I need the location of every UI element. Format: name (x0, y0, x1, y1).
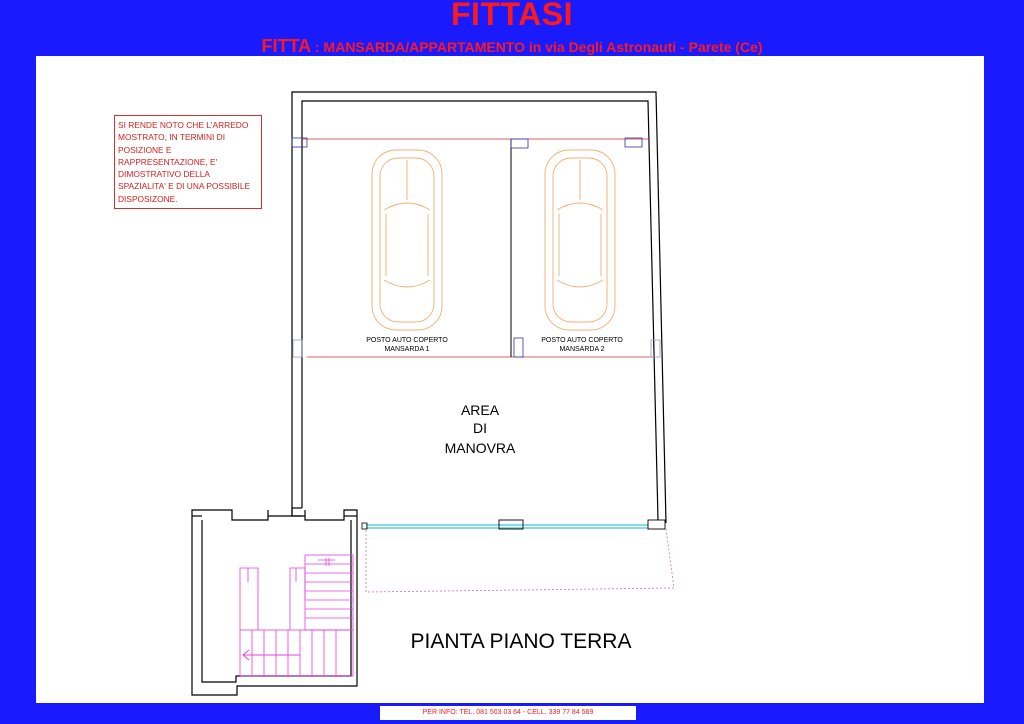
furniture-disclaimer: SI RENDE NOTO CHE L'ARREDO MOSTRATO, IN TERMINI DI POSIZIONE E RAPPRESENTAZIONE, E' DIMOSTRATIVO DELLA SPAZIALITA' E DI UNA POSSIBILE DISPOSIZONE. (114, 115, 262, 209)
gate (362, 520, 665, 529)
parking-2-label: POSTO AUTO COPERTO (541, 337, 623, 344)
parking-1-label: POSTO AUTO COPERTO (366, 337, 448, 344)
car-icon (372, 150, 442, 330)
area-label-1: AREA (460, 402, 500, 418)
parking-1-sublabel: MANSARDA 1 (384, 346, 430, 353)
outdoor-area-outline (366, 529, 674, 592)
car-icon (545, 150, 615, 330)
stairs (240, 555, 353, 676)
area-label-2: DI (473, 420, 487, 436)
page-title: FITTASI (451, 0, 573, 32)
parking-stalls (292, 138, 660, 357)
subtitle-lead: FITTA (261, 36, 312, 56)
stair-arrow-icon (243, 650, 300, 660)
parking-2-sublabel: MANSARDA 2 (559, 346, 605, 353)
area-label-3: MANOVRA (444, 440, 516, 456)
contact-info: PER INFO: TEL. 081 503 03 64 - CELL. 339 77 84 569 (380, 706, 636, 720)
subtitle-rest: : MANSARDA/APPARTAMENTO in via Degli Astronauti - Parete (Ce) (311, 39, 763, 55)
plan-title: PIANTA PIANO TERRA (410, 630, 632, 653)
stairwell-walls (192, 510, 357, 695)
building-walls (292, 92, 666, 523)
